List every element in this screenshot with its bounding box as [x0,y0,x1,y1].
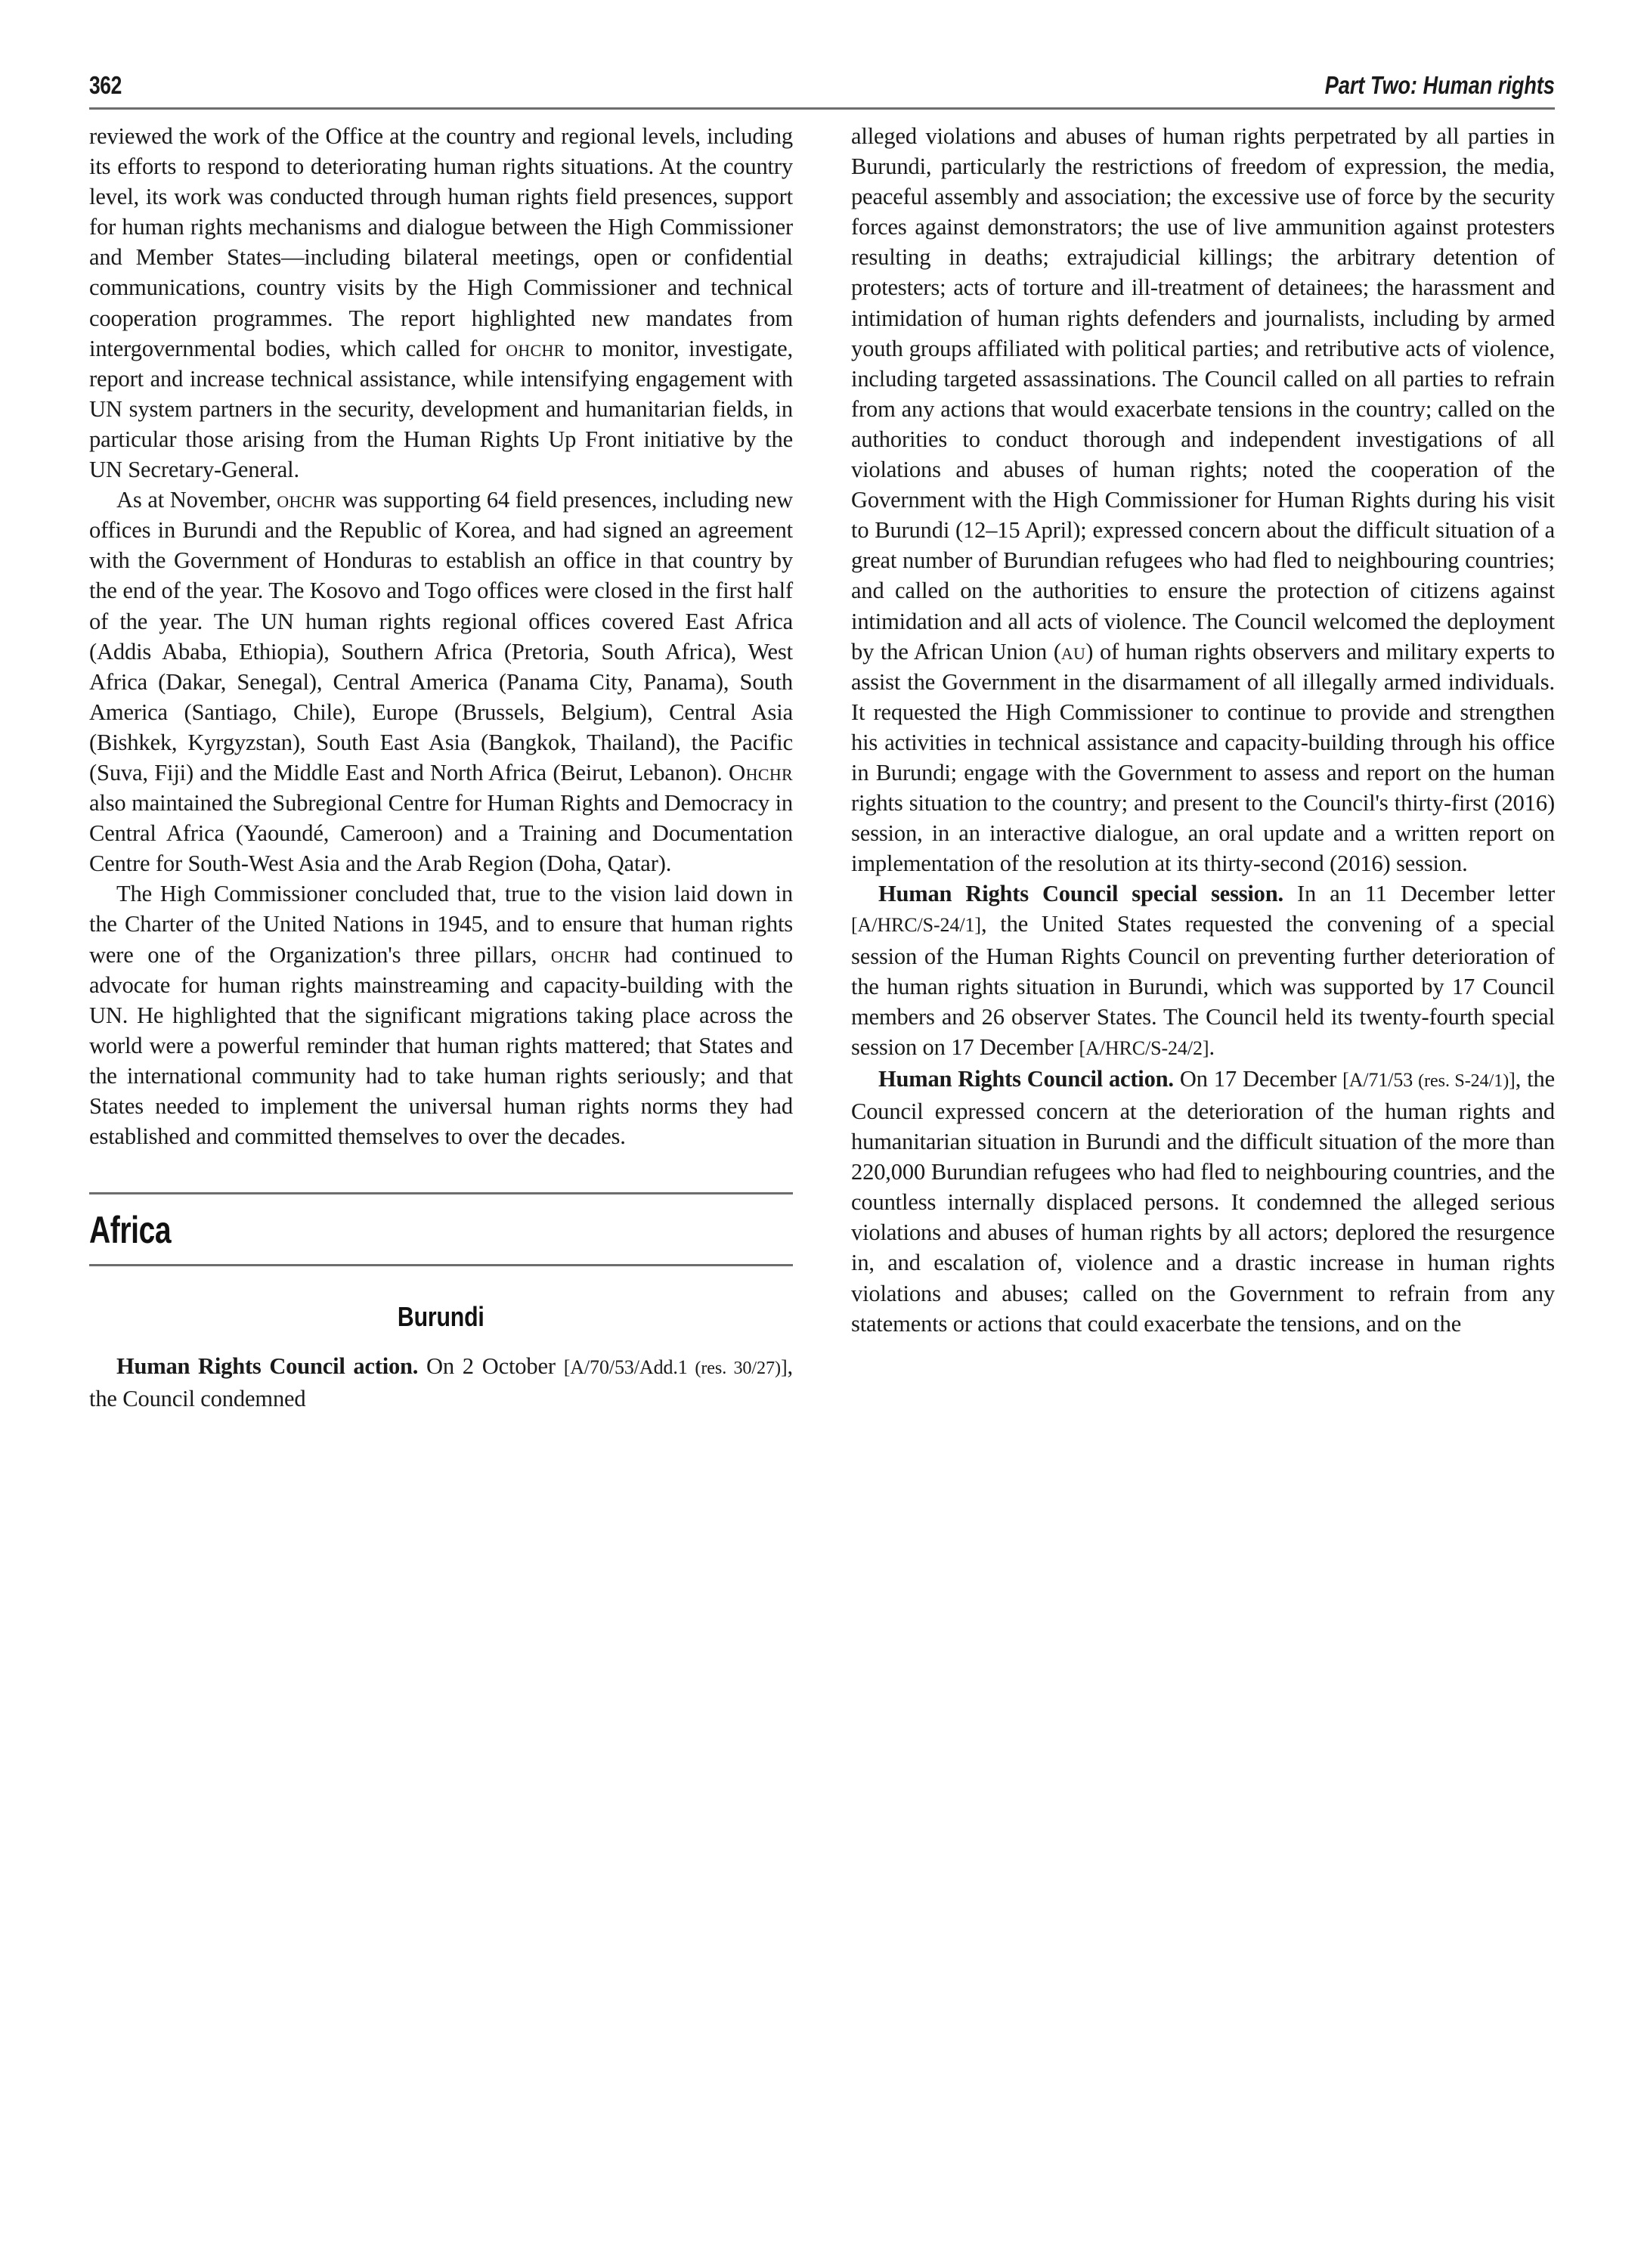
docref-resolution: (res. S-24/1) [1418,1070,1509,1091]
docref-open: [A/70/53/Add.1 [563,1356,695,1379]
paragraph-text: As at November, [116,487,277,513]
abbr-ohchr: ohchr [506,334,565,361]
document-reference [564,1356,788,1378]
abbr-ohchr: Ohchr [728,758,793,785]
country-heading-label: Burundi [398,1301,485,1333]
paragraph-text-cont: , the United States requested the convening of a special session of the Human Rights Council on preventing further deterioration of the human rights situation in Burundi, which was supported by 17 Council members and 26 observer States. The Council held its twenty-fourth special session on 17 December [851,911,1555,1060]
docref-close: ] [780,1356,788,1379]
paragraph-text-cont: was supporting 64 field presences, including new offices in Burundi and the Republic of Korea, and had signed an agreement with the Government of Honduras to establish an office in that country by the end of the year. The Kosovo and Togo offices were closed in the first half of the year. The UN human rights regional offices covered East Africa (Addis Ababa, Ethiopia), Southern Africa (Pretoria, South Africa), West Africa (Dakar, Senegal), Central America (Panama City, Panama), South America (Santiago, Chile), Europe (Brussels, Belgium), Central Asia (Bishkek, Kyrgyzstan), South East Asia (Bangkok, Thailand), the Pacific (Suva, Fiji) and the Middle East and North Africa (Beirut, Lebanon). [89,487,793,785]
document-reference [1342,1069,1516,1091]
docref-resolution: (res. 30/27) [695,1358,781,1379]
paragraph-ohchr-review [89,121,793,485]
page-number: 362 [89,71,122,99]
paragraph-text-cont: to monitor, investigate, report and increase technical assistance, while intensifying engagement with UN system partners in the security, development and humanitarian fields, in particular those arising from the Human Rights Up Front initiative by the UN Secretary-General. [89,335,793,483]
paragraph-burundi-council-action [89,1351,793,1414]
paragraph-text-cont: ) of human rights observers and military experts to assist the Government in the disarmament of all illegally armed individuals. It requested the High Commissioner to continue to provide and strengthen his activities in technical assistance and capacity-building through his office in Burundi; engage with the Government to assess and report on the human rights situation to the country; and present to the Council's thirty-first (2016) session, in an interactive dialogue, an oral update and a written report on implementation of the resolution at its thirty-second (2016) session. [851,638,1555,877]
abbr-ohchr: ohchr [277,486,336,513]
paragraph-text: The High Commissioner concluded that, true to the vision laid down in the Charter of the United Nations in 1945, and to ensure that human rights were one of the Organization's three pillars, [89,881,793,968]
right-column [851,121,1555,2230]
document-reference-2: [A/HRC/S-24/2] [1079,1036,1209,1059]
docref-open: [A/71/53 [1342,1068,1419,1091]
running-head [89,53,1555,110]
paragraph-text-end: also maintained the Subregional Centre for Human Rights and Democracy in Central Africa (Yaoundé, Cameroon) and a Training and Documentation Centre for South-West Asia and the Arab Region (Doha, Qatar). [89,790,793,877]
region-heading-block [89,1192,793,1266]
document-reference: [A/HRC/S-24/1] [851,914,981,937]
paragraph-field-presences [89,485,793,878]
run-in-heading: Human Rights Council action. [116,1353,419,1380]
paragraph-council-action-december [851,1064,1555,1339]
run-in-heading: Human Rights Council action. [878,1065,1174,1092]
country-heading-burundi [89,1301,793,1333]
running-head-title: Part Two: Human rights [1324,71,1555,99]
paragraph-special-session [851,878,1555,1064]
left-column [89,121,793,2230]
abbr-au: au [1060,637,1086,665]
paragraph-text: reviewed the work of the Office at the country and regional levels, including its efforts to respond to deteriorating human rights situations. At the country level, its work was conducted through human rights field presences, support for human rights mechanisms and dialogue between the High Commissioner and Member States—including bilateral meetings, open or confidential communications, country visits by the High Commissioner and technical cooperation programmes. The report highlighted new mandates from intergovernmental bodies, which called for [89,123,793,361]
abbr-ohchr: ohchr [550,940,611,968]
paragraph-text-end: . [1209,1033,1215,1060]
body-columns [89,121,1555,2230]
region-heading-africa: Africa [89,1209,172,1252]
paragraph-text: In an 11 December letter [1283,881,1555,907]
paragraph-text: alleged violations and abuses of human rights perpetrated by all parties in Burundi, particularly the restrictions of freedom of expression, the media, peaceful assembly and association; the excessive use of force by the security forces against demonstrators; the use of live ammunition against protesters resulting in deaths; extrajudicial killings; the arbitrary detention of protesters; acts of torture and ill-treatment of detainees; the harassment and intimidation of human rights defenders and journalists, including by armed youth groups affiliated with political parties; and retributive acts of violence, including targeted assassinations. The Council called on all parties to refrain from any actions that would exacerbate tensions in the country; called on the authorities to conduct thorough and independent investigations of all violations and abuses of human rights; noted the cooperation of the Government with the High Commissioner for Human Rights during his visit to Burundi (12–15 April); expressed concern about the difficult situation of a great number of Burundian refugees who had fled to neighbouring countries; and called on the authorities to ensure the protection of citizens against intimidation and all acts of violence. The Council welcomed the deployment by the African Union ( [851,123,1555,665]
paragraph-burundi-violations [851,121,1555,878]
paragraph-text-cont: , the Council condemned [89,1353,794,1412]
run-in-heading: Human Rights Council special session. [878,881,1283,907]
paragraph-text: On 2 October [418,1353,564,1380]
paragraph-text-cont: had continued to advocate for human rights mainstreaming and capacity-building with the UN. He highlighted that the significant migrations taking place across the world were a powerful reminder that human rights mattered; that States and the international community had to take human rights seriously; and that States needed to implement the universal human rights norms they had established and committed themselves to over the decades. [89,941,793,1150]
paragraph-high-commissioner-conclusion [89,878,793,1151]
paragraph-text: On 17 December [1173,1065,1343,1092]
paragraph-text-cont: , the Council expressed concern at the deterioration of the human rights and humanitarian situation in Burundi and the difficult situation of the more than 220,000 Burundian refugees who had fled to neighbouring countries, and the countless internally displaced persons. It condemned the alleged serious violations and abuses of human rights by all actors; deplored the resurgence in, and escalation of, violence and a drastic increase in human rights violations and abuses; called on the Government to refrain from any statements or actions that could exacerbate the tensions, and on the [851,1065,1556,1337]
docref-close: ] [1509,1068,1516,1091]
